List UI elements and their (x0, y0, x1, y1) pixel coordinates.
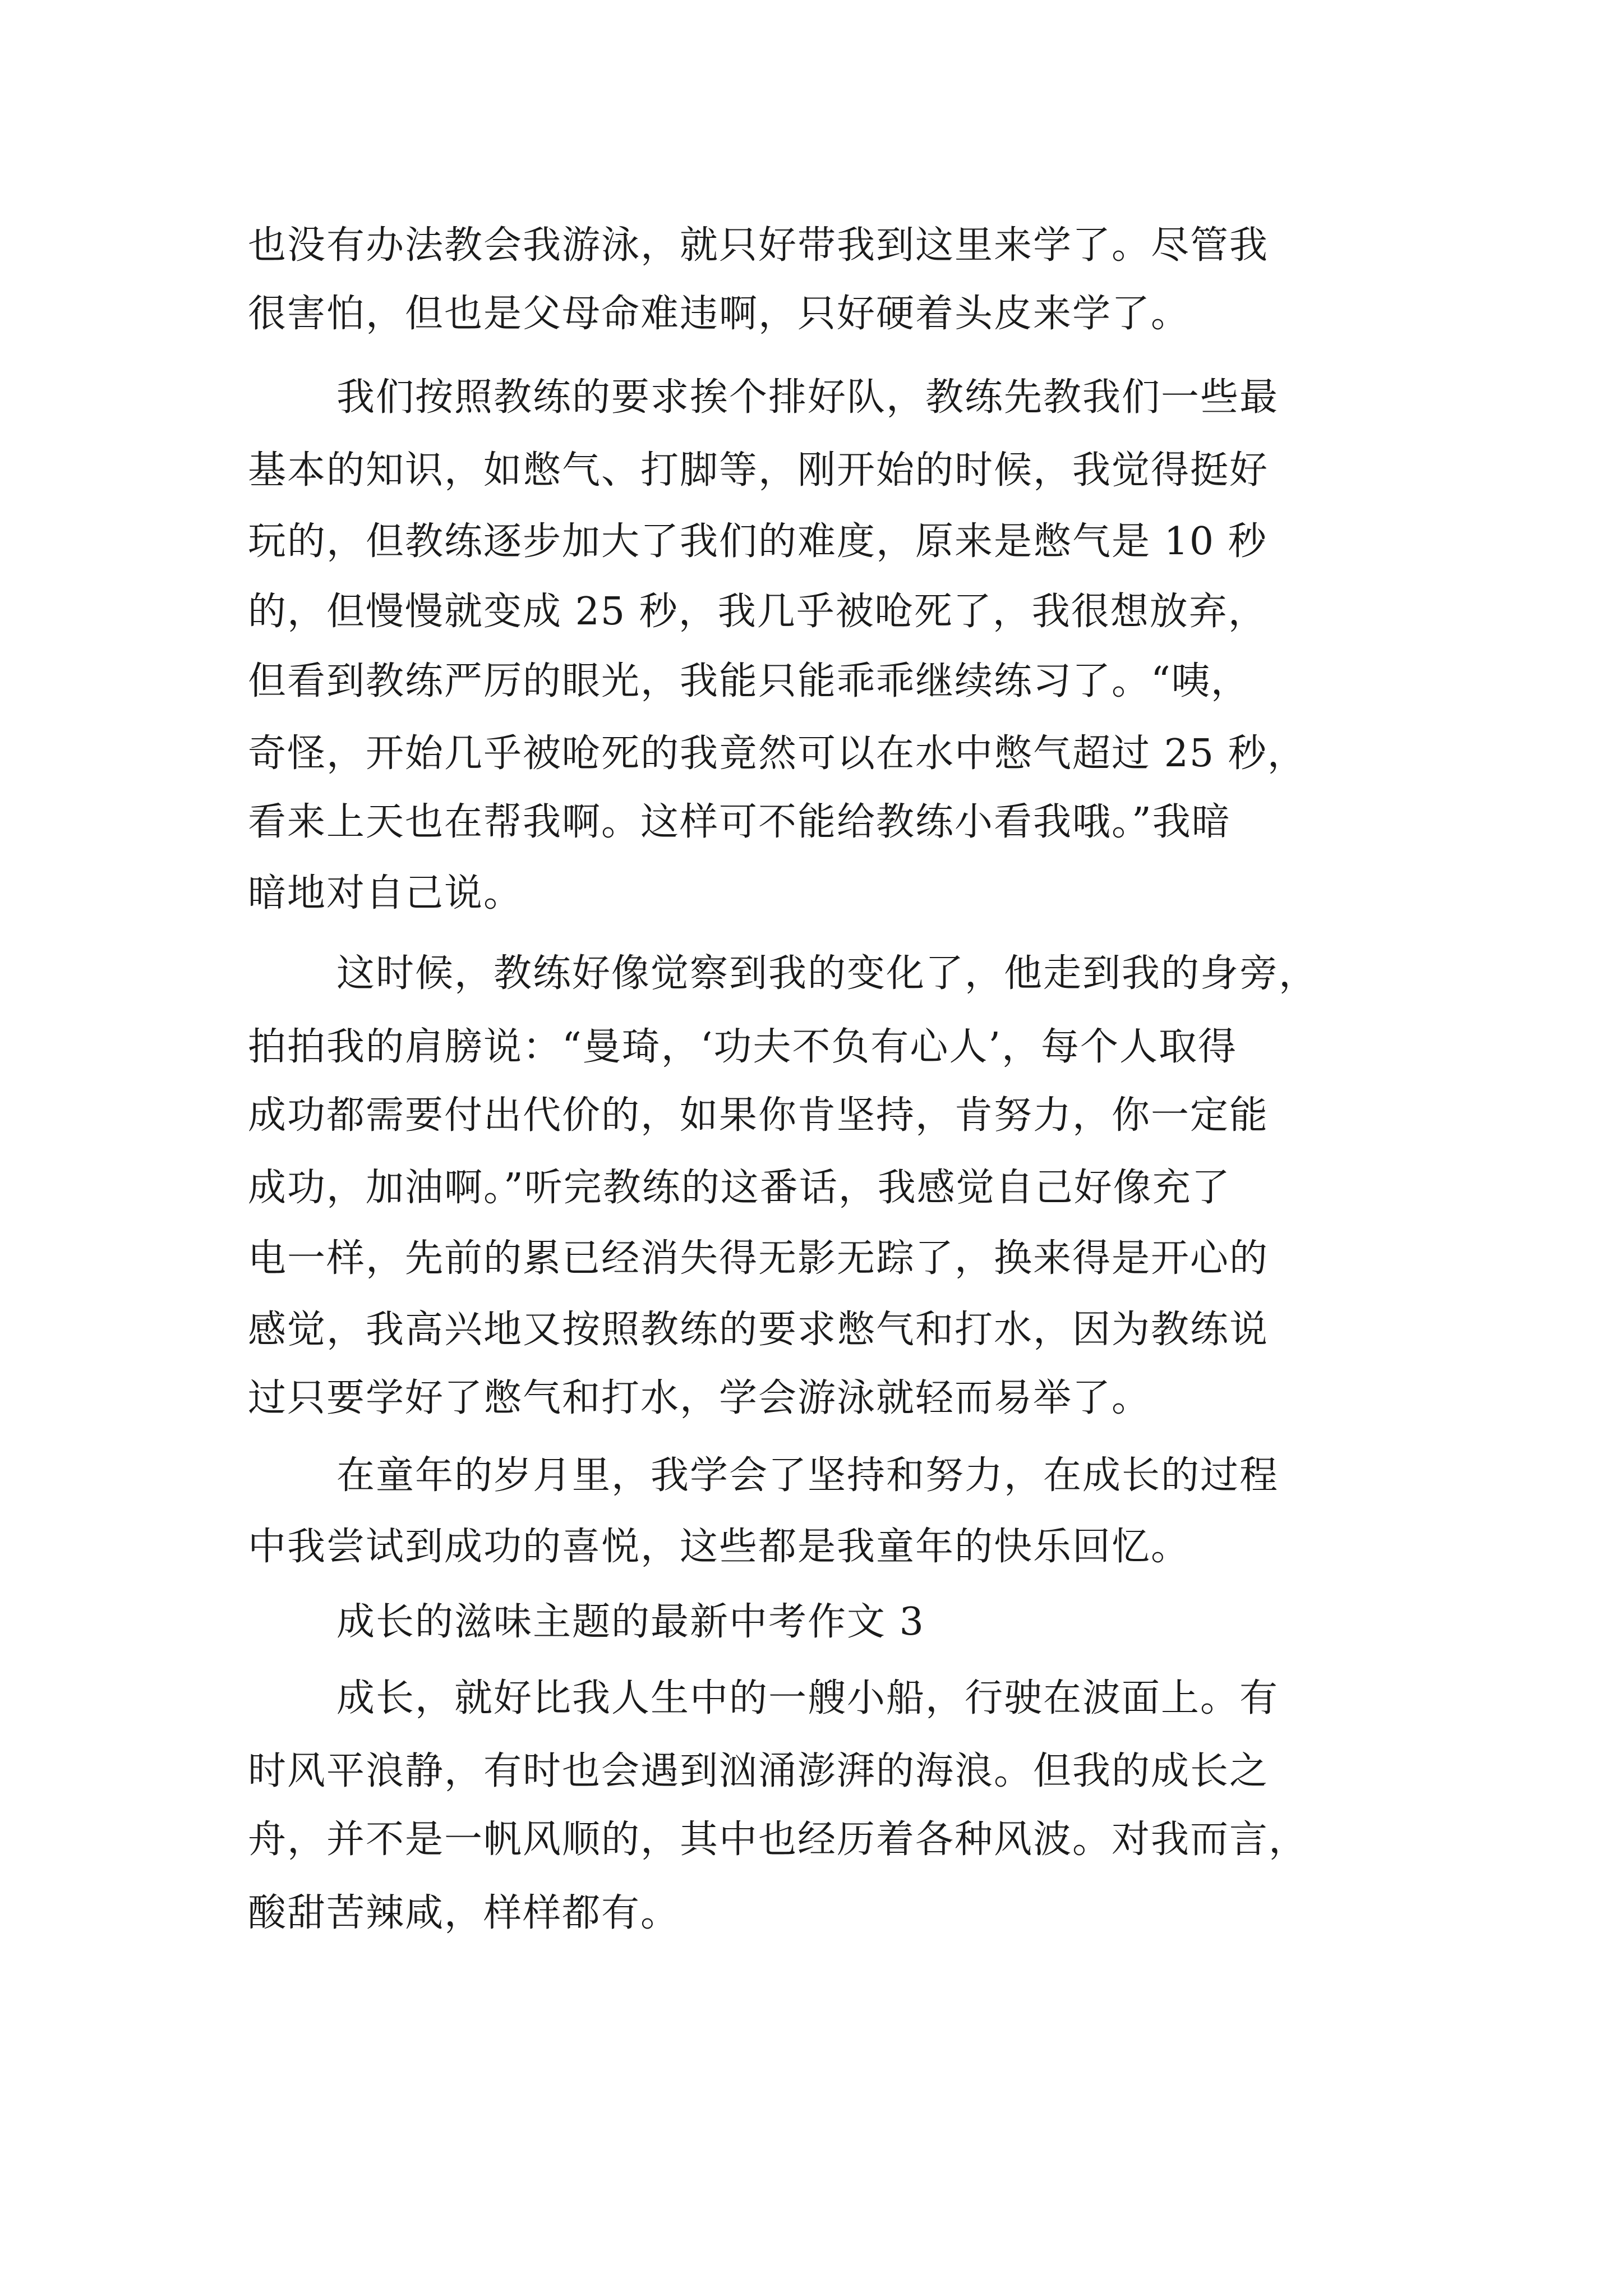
text-line: 过只要学好了憋气和打水，学会游泳就轻而易举了。 (248, 1376, 1151, 1420)
text-line: 的，但慢慢就变成 25 秒，我几乎被呛死了，我很想放弃， (248, 590, 1267, 634)
text-line: 很害怕，但也是父母命难违啊，只好硬着头皮来学了。 (248, 292, 1191, 336)
text-line: 成功，加油啊。”听完教练的这番话，我感觉自己好像充了 (248, 1166, 1231, 1210)
text-line: 酸甜苦辣咸，样样都有。 (248, 1891, 680, 1935)
text-line: 基本的知识，如憋气、打脚等，刚开始的时候，我觉得挺好 (248, 448, 1269, 493)
text-line: 中我尝试到成功的喜悦，这些都是我童年的快乐回忆。 (248, 1525, 1191, 1569)
text-line: 时风平浪静，有时也会遇到汹涌澎湃的海浪。但我的成长之 (248, 1749, 1269, 1793)
text-line: 感觉，我高兴地又按照教练的要求憋气和打水，因为教练说 (248, 1308, 1269, 1352)
paragraph-start-line: 这时候，教练好像觉察到我的变化了，他走到我的身旁， (336, 951, 1318, 996)
section-title: 成长的滋味主题的最新中考作文 3 (336, 1600, 925, 1644)
text-line: 但看到教练严厉的眼光，我能只能乖乖继续练习了。“咦， (248, 659, 1250, 703)
text-line: 暗地对自己说。 (248, 871, 523, 915)
text-line: 拍拍我的肩膀说：“曼琦，‘功夫不负有心人’，每个人取得 (248, 1025, 1237, 1069)
paragraph-start-line: 成长，就好比我人生中的一艘小船，行驶在波面上。有 (336, 1676, 1279, 1720)
text-line: 也没有办法教会我游泳，就只好带我到这里来学了。尽管我 (248, 223, 1269, 268)
paragraph-start-line: 我们按照教练的要求挨个排好队，教练先教我们一些最 (336, 375, 1279, 420)
paragraph-start-line: 在童年的岁月里，我学会了坚持和努力，在成长的过程 (336, 1453, 1279, 1498)
text-line: 舟，并不是一帆风顺的，其中也经历着各种风波。对我而言， (248, 1818, 1308, 1862)
text-line: 看来上天也在帮我啊。这样可不能给教练小看我哦。”我暗 (248, 800, 1231, 844)
text-line: 电一样，先前的累已经消失得无影无踪了，换来得是开心的 (248, 1236, 1269, 1281)
text-line: 玩的，但教练逐步加大了我们的难度，原来是憋气是 10 秒 (248, 519, 1267, 564)
text-line: 奇怪，开始几乎被呛死的我竟然可以在水中憋气超过 25 秒， (248, 731, 1307, 776)
text-line: 成功都需要付出代价的，如果你肯坚持，肯努力，你一定能 (248, 1093, 1269, 1138)
